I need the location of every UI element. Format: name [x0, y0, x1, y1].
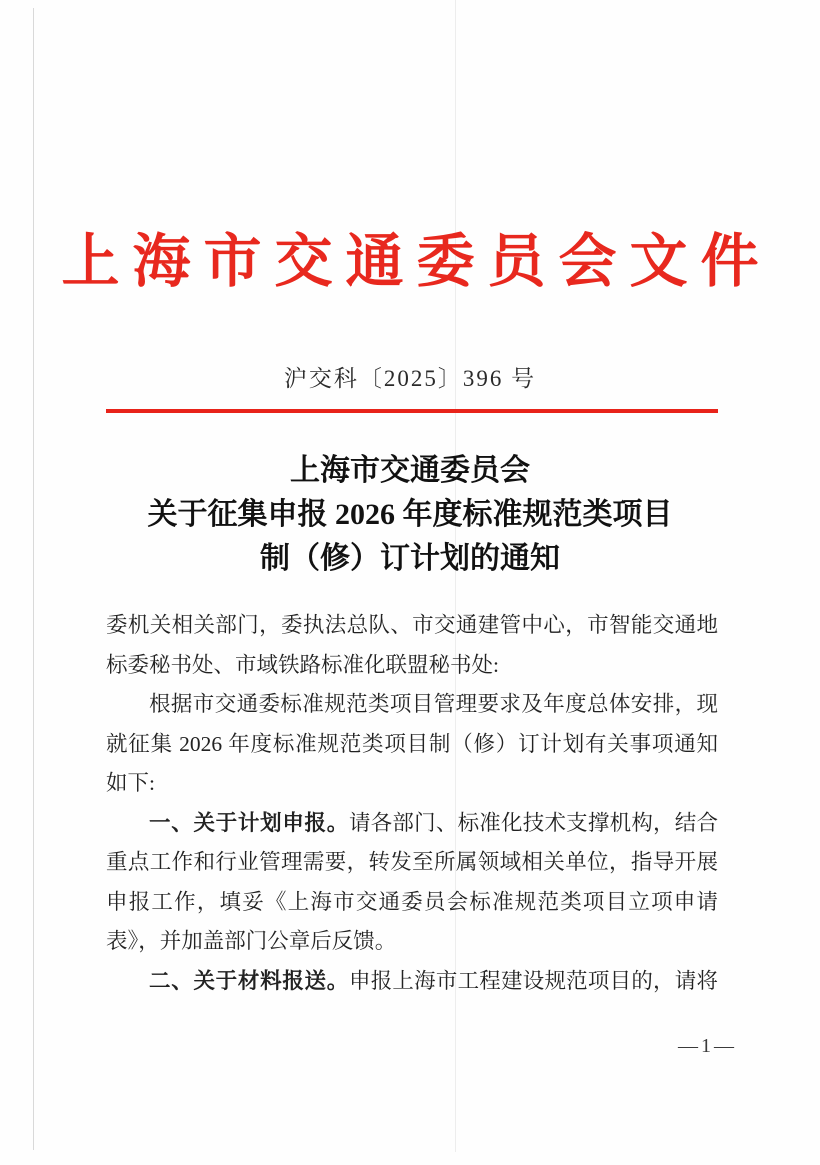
section-2-text: 申报上海市工程建设规范项目的，请将 — [348, 968, 718, 993]
section-1-line-1 — [106, 804, 718, 844]
section-1-line-3: 申报工作，填妥《上海市交通委员会标准规范类项目立项申请 — [106, 889, 718, 914]
page-number: —1— — [678, 1035, 737, 1057]
document-title — [0, 449, 820, 581]
document-letterhead-title: 上海市交通委员会文件 — [61, 229, 772, 294]
document-title-line-1: 上海市交通委员会 — [290, 454, 530, 487]
section-1-line-2: 重点工作和行业管理需要，转发至所属领域相关单位，指导开展 — [106, 850, 718, 874]
document-body — [106, 606, 718, 1001]
section-1-text: 请各部门、标准化技术支撑机构，结合 — [348, 810, 718, 835]
document-title-line-2: 关于征集申报 2026 年度标准规范类项目 — [147, 498, 673, 531]
section-1-heading: 一、关于计划申报。 — [149, 810, 349, 835]
paragraph-1-line-1: 根据市交通委标准规范类项目管理要求及年度总体安排，现 — [149, 692, 718, 716]
recipients-line-1: 委机关相关部门，委执法总队、市交通建管中心，市智能交通地 — [106, 613, 718, 637]
section-2-line-1 — [106, 962, 718, 1002]
recipients-line-2: 标委秘书处、市域铁路标准化联盟秘书处: — [106, 652, 499, 677]
paragraph-1-line-2: 就征集 2026 年度标准规范类项目制（修）订计划有关事项通知 — [106, 731, 718, 756]
document-title-line-3: 制（修）订计划的通知 — [260, 542, 560, 575]
paragraph-1-line-3: 如下: — [106, 771, 155, 795]
document-reference-number: 沪交科〔2025〕396 号 — [283, 366, 537, 391]
section-1-line-4: 表》，并加盖部门公章后反馈。 — [106, 929, 397, 953]
section-2-heading: 二、关于材料报送。 — [149, 968, 349, 993]
red-divider-rule — [106, 409, 718, 413]
